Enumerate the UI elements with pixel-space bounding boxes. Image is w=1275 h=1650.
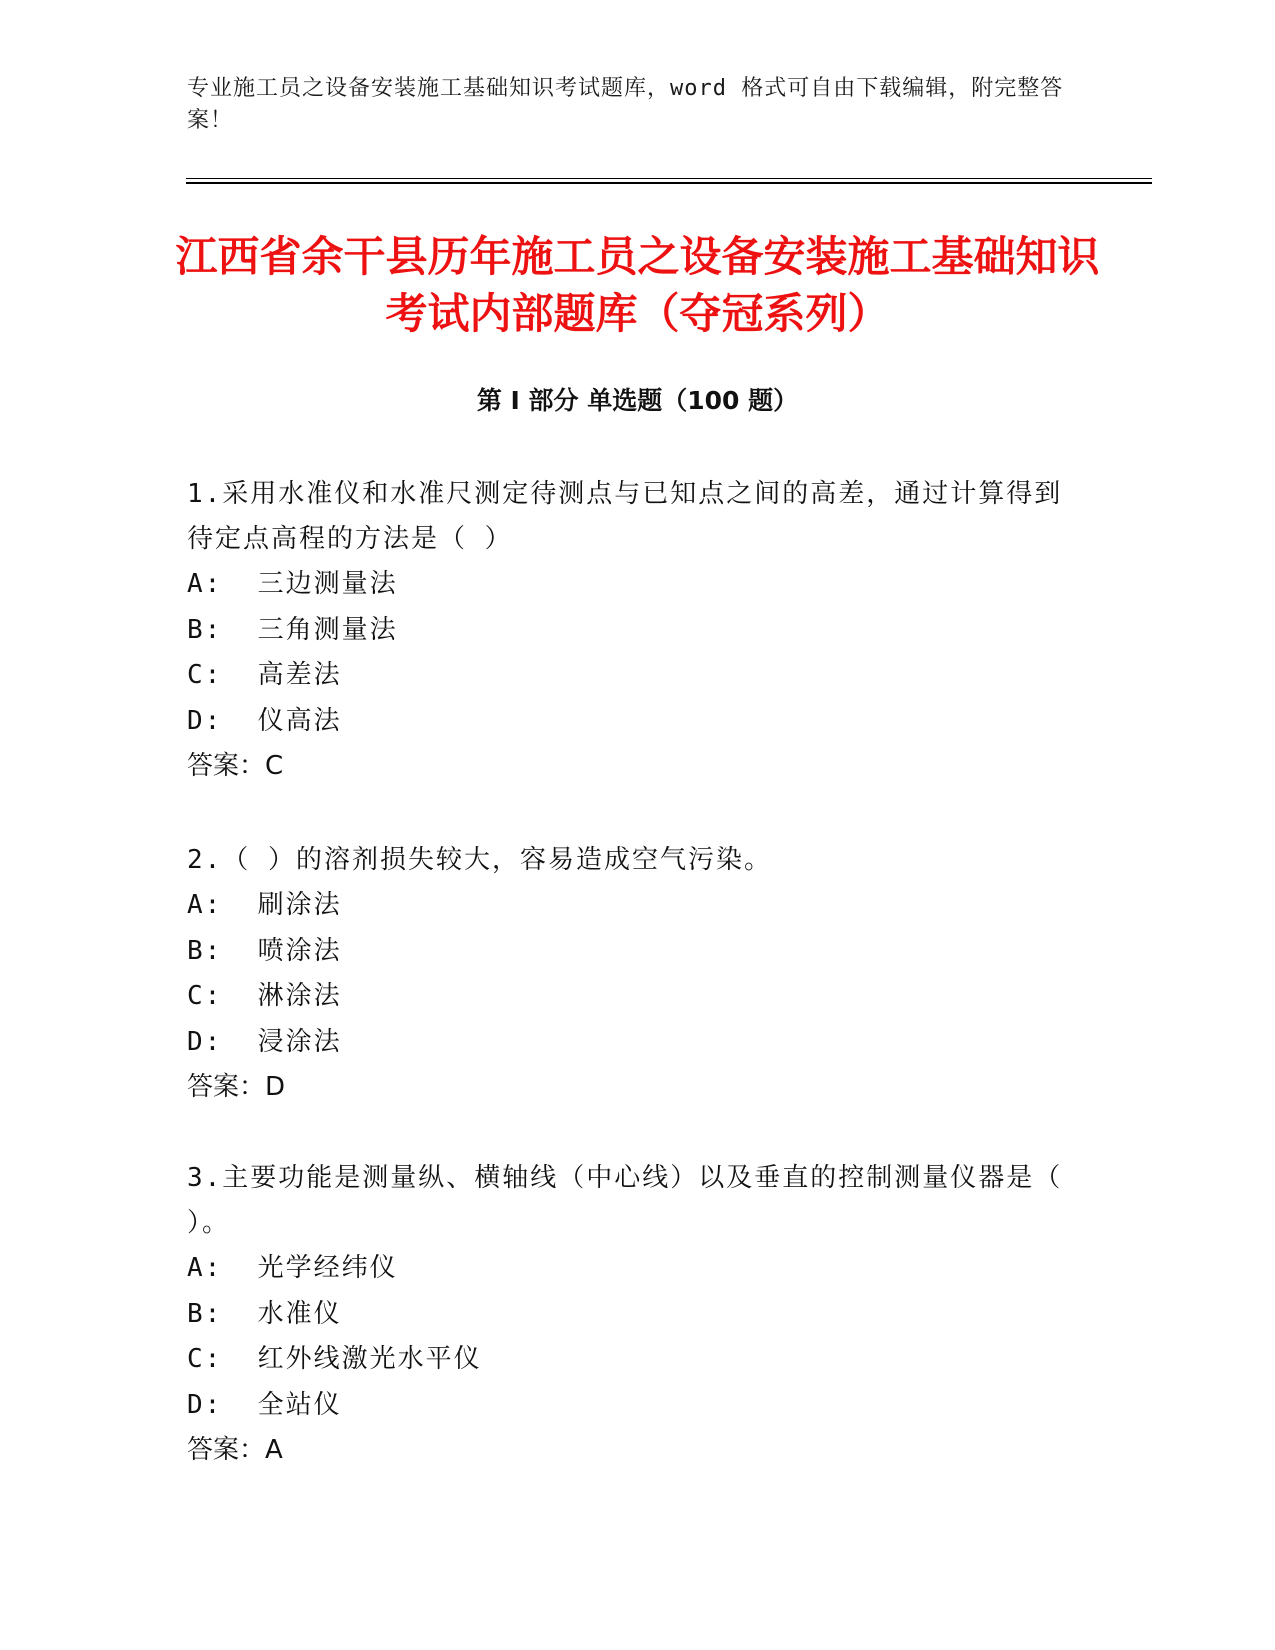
question-stem: 3.主要功能是测量纵、横轴线（中心线）以及垂直的控制测量仪器是（ ）。 <box>187 1163 1063 1238</box>
answer-line: 答案：A <box>187 1435 283 1465</box>
answer-line: 答案：C <box>187 751 284 781</box>
option-a: A: 光学经纬仪 <box>187 1253 398 1283</box>
option-a: A: 三边测量法 <box>187 569 398 599</box>
option-b: B: 三角测量法 <box>187 614 398 645</box>
option-c: C: 淋涂法 <box>187 981 342 1011</box>
question-2 <box>187 838 1077 1110</box>
header-divider-thin <box>186 178 1152 179</box>
option-d: D: 浸涂法 <box>187 1026 342 1057</box>
question-3 <box>187 1156 1077 1473</box>
answer-line: 答案：D <box>187 1072 286 1102</box>
option-b: B: 喷涂法 <box>187 935 342 966</box>
question-1 <box>187 472 1077 789</box>
option-a: A: 刷涂法 <box>187 890 342 920</box>
document-intro: 专业施工员之设备安装施工基础知识考试题库，word 格式可自由下载编辑，附完整答案！ <box>187 76 1064 133</box>
option-d: D: 全站仪 <box>187 1389 342 1420</box>
option-c: C: 高差法 <box>187 660 342 690</box>
option-d: D: 仪高法 <box>187 705 342 736</box>
document-title: 江西省余干县历年施工员之设备安装施工基础知识考试内部题库（夺冠系列） <box>175 232 1100 338</box>
question-stem: 1.采用水准仪和水准尺测定待测点与已知点之间的高差，通过计算得到待定点高程的方法是（ ） <box>187 479 1063 554</box>
option-c: C: 红外线激光水平仪 <box>187 1344 482 1374</box>
header-divider-thick <box>186 182 1152 184</box>
question-stem: 2.（ ）的溶剂损失较大，容易造成空气污染。 <box>187 845 772 875</box>
option-b: B: 水准仪 <box>187 1298 342 1329</box>
section-title: 第 I 部分 单选题（100 题） <box>476 386 799 415</box>
